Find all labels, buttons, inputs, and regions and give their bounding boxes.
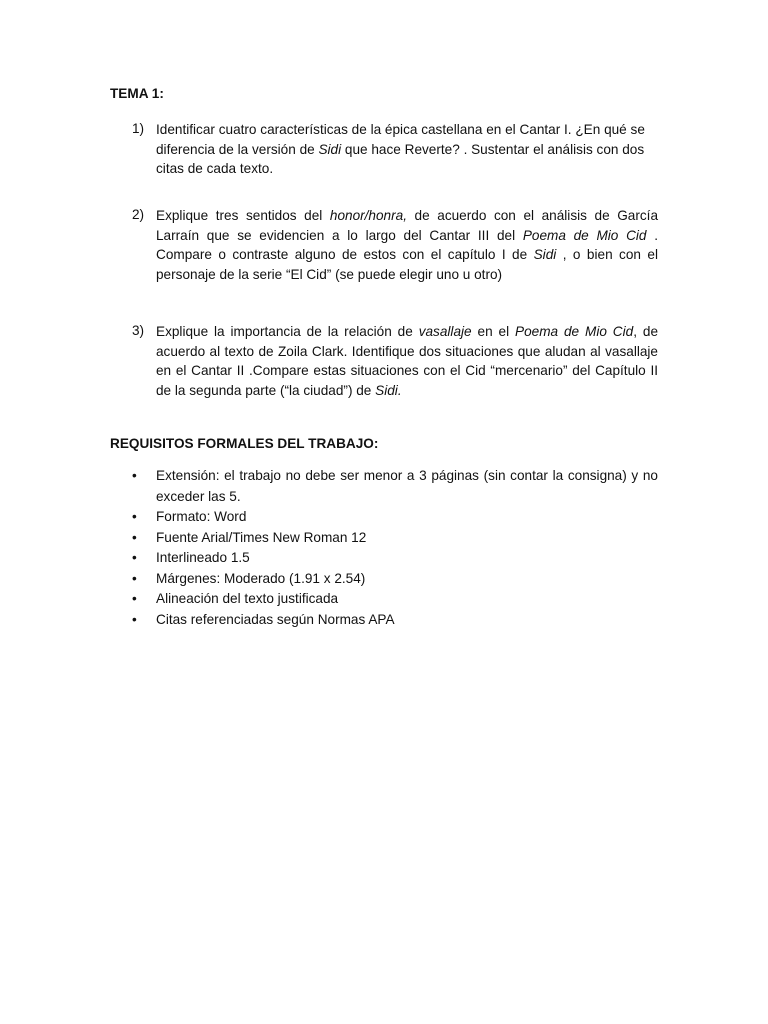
list-item bbox=[110, 507, 658, 528]
question-3-part: Explique la importancia de la relación de bbox=[156, 324, 419, 339]
question-2-part: honor/honra, bbox=[329, 208, 407, 223]
list-item bbox=[110, 548, 658, 569]
question-3-part: Sidi. bbox=[375, 382, 402, 398]
question-1-part: Identificar cuatro características de la épica castellana en el Cantar I. ¿En qué se diferencia de la versión de bbox=[156, 122, 645, 157]
question-2-number: 2) bbox=[132, 207, 145, 222]
question-1-part: Sidi bbox=[318, 141, 342, 157]
question-2-part: Poema de Mio Cid bbox=[522, 227, 647, 243]
bullet-icon: • bbox=[132, 468, 137, 483]
question-2-part: de acuerdo con el análisis de García Larraín que se evidencien a lo largo del Cantar III del bbox=[156, 208, 659, 243]
bullet-icon: • bbox=[132, 570, 137, 586]
question-2-text bbox=[156, 206, 658, 284]
list-item-text: Extensión: el trabajo no debe ser menor a 3 páginas (sin contar la consigna) y no exceder las 5. bbox=[156, 468, 658, 504]
bullet-icon: • bbox=[132, 550, 137, 565]
question-1-number: 1) bbox=[132, 121, 145, 136]
question-3-number: 3) bbox=[132, 323, 145, 338]
bullet-icon: • bbox=[132, 591, 137, 606]
bullet-icon: • bbox=[132, 529, 137, 545]
question-2-part: . Compare o contraste alguno de estos con el capítulo I de bbox=[156, 227, 658, 262]
list-item-text: Fuente Arial/Times New Roman 12 bbox=[156, 529, 367, 545]
list-item bbox=[110, 528, 658, 549]
question-2-part: Explique tres sentidos del bbox=[156, 208, 330, 223]
list-item-text: Formato: Word bbox=[156, 509, 247, 524]
question-1-part: que hace Reverte? . Sustentar el análisis con dos citas de cada texto. bbox=[156, 141, 645, 176]
bullet-icon: • bbox=[132, 611, 137, 627]
list-item bbox=[110, 569, 658, 590]
list-item-text: Márgenes: Moderado (1.91 x 2.54) bbox=[156, 570, 366, 586]
list-item bbox=[110, 466, 658, 507]
bullet-icon: • bbox=[132, 509, 137, 524]
requisitos-heading: REQUISITOS FORMALES DEL TRABAJO: bbox=[110, 436, 379, 451]
list-item bbox=[110, 589, 658, 610]
question-3-part: , de acuerdo al texto de Zoila Clark. Identifique dos situaciones que aludan al vasallaje en el Cantar II .Compare estas situaciones con el Cid “mercenario” del Capítulo II de la segunda parte (“la ciudad”) de bbox=[156, 324, 658, 398]
question-3-text bbox=[156, 322, 658, 400]
question-1-text bbox=[156, 120, 658, 179]
list-item-text: Interlineado 1.5 bbox=[156, 550, 250, 565]
question-3-part: en el bbox=[471, 324, 516, 339]
list-item bbox=[110, 610, 658, 631]
question-3-part: Poema de Mio Cid bbox=[515, 324, 634, 339]
question-2-part: Sidi bbox=[533, 247, 557, 262]
list-item-text: Citas referenciadas según Normas APA bbox=[156, 611, 395, 627]
requisitos-list bbox=[110, 466, 658, 630]
list-item-text: Alineación del texto justificada bbox=[156, 591, 339, 606]
question-2-part: , o bien con el personaje de la serie “El Cid” (se puede elegir uno u otro) bbox=[156, 247, 658, 282]
question-3-part: vasallaje bbox=[418, 324, 472, 339]
tema-heading: TEMA 1: bbox=[110, 86, 164, 101]
